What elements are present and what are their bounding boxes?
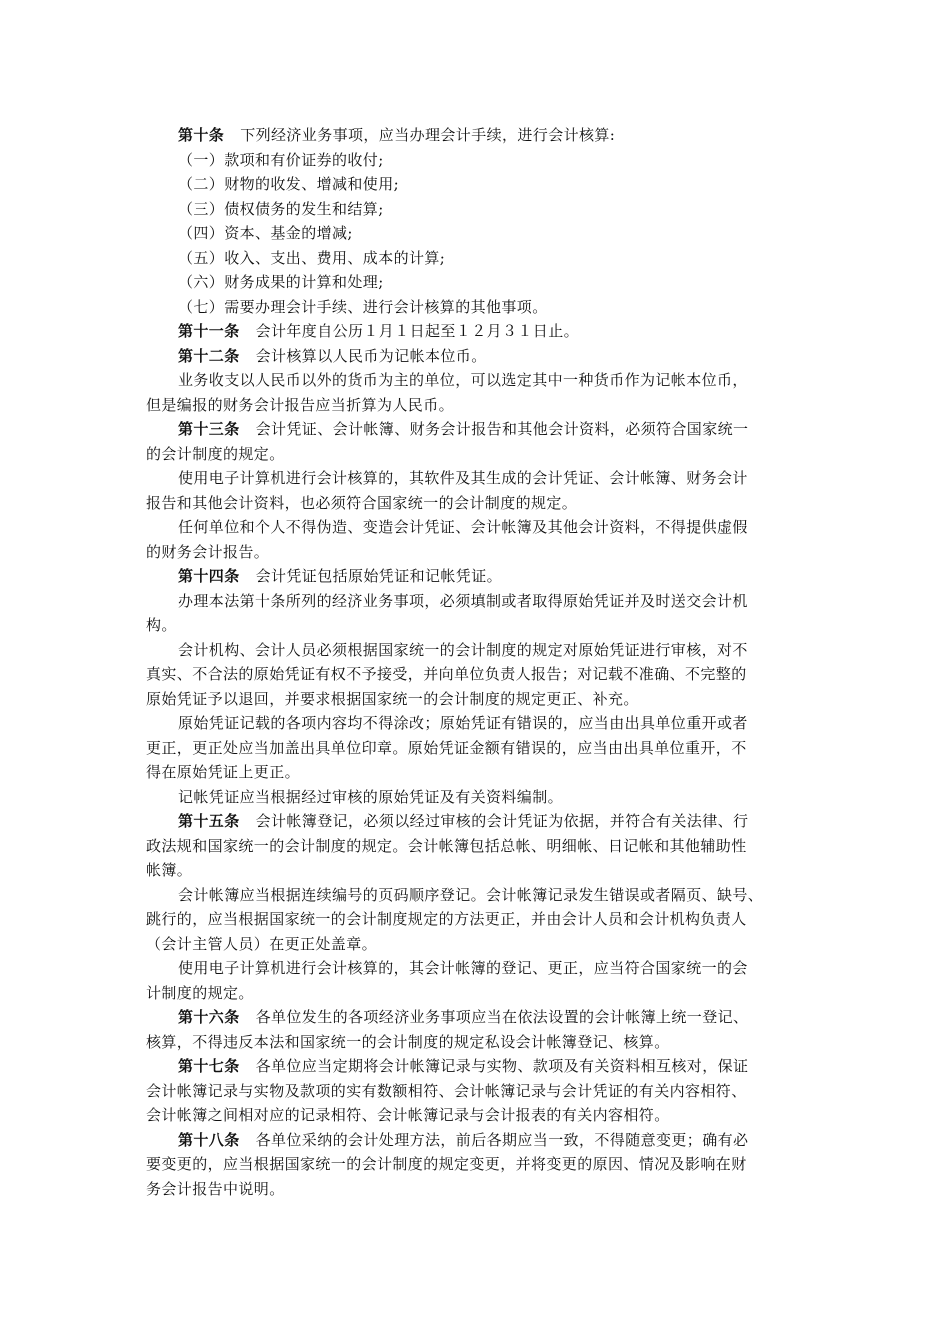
- article-text: 会计凭证、会计帐簿、财务会计报告和其他会计资料，必须符合国家统一: [255, 420, 749, 438]
- list-item: （三）债权债务的发生和结算;: [178, 199, 384, 218]
- article-text: 各单位应当定期将会计帐簿记录与实物、款项及有关资料相互核对，保证: [255, 1057, 749, 1075]
- paragraph-line: 帐簿。: [146, 861, 193, 879]
- paragraph-line: 跳行的，应当根据国家统一的会计制度规定的方法更正，并由会计人员和会计机构负责人: [146, 910, 747, 928]
- article-text: 各单位发生的各项经济业务事项应当在依法设置的会计帐簿上统一登记、: [255, 1008, 749, 1026]
- paragraph-line: 的财务会计报告。: [146, 542, 270, 561]
- article-label: 第十八条: [178, 1130, 240, 1149]
- article-text: 会计核算以人民币为记帐本位币。: [255, 346, 487, 365]
- article-label: 第十三条: [178, 420, 240, 438]
- article-14-heading: [146, 564, 806, 589]
- list-item: （六）财务成果的计算和处理;: [178, 273, 384, 291]
- paragraph-line: 使用电子计算机进行会计核算的，其会计帐簿的登记、更正，应当符合国家统一的会: [178, 959, 748, 977]
- list-item: （二）财物的收发、增减和使用;: [178, 175, 400, 193]
- paragraph-line: 原始凭证记载的各项内容均不得涂改；原始凭证有错误的，应当由出具单位重开或者: [178, 714, 748, 732]
- article-13-heading: [146, 417, 806, 442]
- paragraph-line: 计制度的规定。: [146, 983, 254, 1002]
- article-12-heading: [146, 344, 806, 369]
- paragraph-line: 真实、不合法的原始凭证有权不予接受，并向单位负责人报告；对记载不准确、不完整的: [146, 665, 747, 683]
- list-item: （五）收入、支出、费用、成本的计算;: [178, 248, 446, 267]
- paragraph-line: （会计主管人员）在更正处盖章。: [146, 934, 378, 953]
- article-text: 会计凭证包括原始凭证和记帐凭证。: [255, 567, 503, 585]
- paragraph-line: 务会计报告中说明。: [146, 1179, 285, 1198]
- paragraph-line: 报告和其他会计资料，也必须符合国家统一的会计制度的规定。: [146, 493, 578, 512]
- article-label: 第十七条: [178, 1057, 240, 1075]
- article-15-heading: [146, 809, 806, 834]
- article-text: 会计帐簿登记，必须以经过审核的会计凭证为依据，并符合有关法律、行: [255, 812, 749, 830]
- list-item: （七）需要办理会计手续、进行会计核算的其他事项。: [178, 297, 548, 316]
- paragraph-line: 原始凭证予以退回，并要求根据国家统一的会计制度的规定更正、补充。: [146, 689, 639, 708]
- document-page: [146, 123, 806, 1201]
- article-text: 下列经济业务事项，应当办理会计手续，进行会计核算:: [240, 126, 616, 144]
- paragraph-line: 的会计制度的规定。: [146, 444, 285, 463]
- paragraph-line: 核算，不得违反本法和国家统一的会计制度的规定私设会计帐簿登记、核算。: [146, 1032, 670, 1051]
- paragraph-line: 办理本法第十条所列的经济业务事项，必须填制或者取得原始凭证并及时送交会计机: [178, 591, 748, 610]
- paragraph-line: 政法规和国家统一的会计制度的规定。会计帐簿包括总帐、明细帐、日记帐和其他辅助性: [146, 836, 747, 855]
- article-18-heading: [146, 1128, 806, 1153]
- article-label: 第十一条: [178, 322, 240, 340]
- paragraph-line: 更正，更正处应当加盖出具单位印章。原始凭证金额有错误的，应当由出具单位重开，不: [146, 738, 747, 757]
- article-label: 第十六条: [178, 1008, 240, 1026]
- article-text: 各单位采纳的会计处理方法，前后各期应当一致，不得随意变更；确有必: [255, 1130, 749, 1149]
- article-17-heading: [146, 1054, 806, 1079]
- paragraph-line: 会计帐簿记录与实物及款项的实有数额相符、会计帐簿记录与会计凭证的有关内容相符、: [146, 1081, 747, 1100]
- paragraph-line: 构。: [146, 616, 177, 634]
- paragraph-line: 要变更的，应当根据国家统一的会计制度的规定变更，并将变更的原因、情况及影响在财: [146, 1155, 747, 1173]
- article-label: 第十二条: [178, 346, 240, 365]
- article-11-heading: [146, 319, 806, 344]
- paragraph-line: 得在原始凭证上更正。: [146, 763, 301, 781]
- paragraph-line: 记帐凭证应当根据经过审核的原始凭证及有关资料编制。: [178, 787, 564, 806]
- article-label: 第十四条: [178, 567, 240, 585]
- article-16-heading: [146, 1005, 806, 1030]
- list-item: （一）款项和有价证券的收付;: [178, 150, 384, 169]
- article-label: 第十五条: [178, 812, 240, 830]
- paragraph-line: 业务收支以人民币以外的货币为主的单位，可以选定其中一种货币作为记帐本位币，: [178, 371, 748, 389]
- paragraph-line: 任何单位和个人不得伪造、变造会计凭证、会计帐簿及其他会计资料，不得提供虚假: [178, 518, 748, 536]
- article-text: 会计年度自公历１月１日起至１２月３１日止。: [255, 322, 580, 340]
- paragraph-line: 使用电子计算机进行会计核算的，其软件及其生成的会计凭证、会计帐簿、财务会计: [178, 469, 748, 487]
- paragraph-line: 但是编报的财务会计报告应当折算为人民币。: [146, 395, 455, 414]
- article-label: 第十条: [178, 126, 225, 144]
- list-item: （四）资本、基金的增减;: [178, 224, 353, 242]
- paragraph-line: 会计机构、会计人员必须根据国家统一的会计制度的规定对原始凭证进行审核，对不: [178, 640, 748, 659]
- paragraph-line: 会计帐簿应当根据连续编号的页码顺序登记。会计帐簿记录发生错误或者隔页、缺号、: [178, 885, 764, 904]
- article-10-heading: [146, 123, 806, 148]
- paragraph-line: 会计帐簿之间相对应的记录相符、会计帐簿记录与会计报表的有关内容相符。: [146, 1106, 670, 1124]
